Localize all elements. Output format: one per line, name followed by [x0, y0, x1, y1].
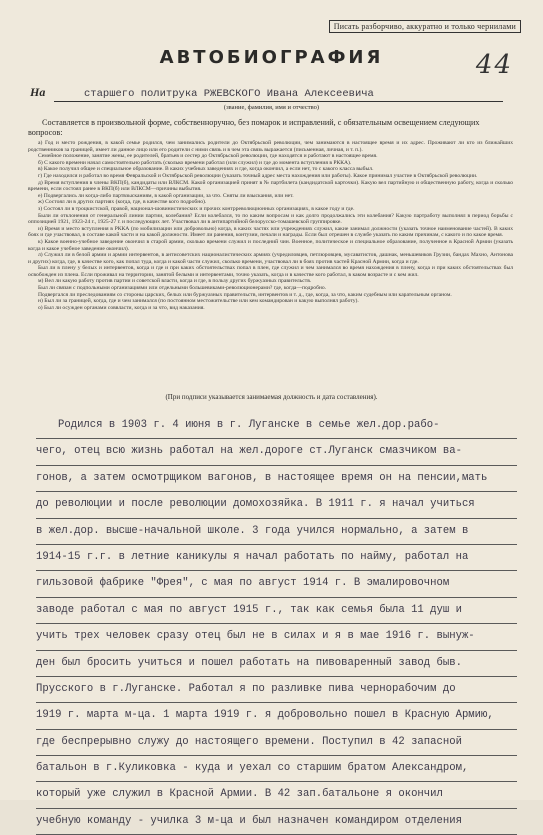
- instructions-intro: Составляется в произвольной форме, собственноручно, без помарок и исправлений, с обязательным освещением следующих вопросов:: [28, 118, 480, 137]
- question-item: Был ли связан с подпольными организациями или отдельными большевиками-революционерами? где, когда—подробно.: [38, 285, 327, 292]
- signature-note: (При подписи указывается занимаемая должность и дата составления).: [165, 393, 378, 401]
- question-item: н) Был ли за границей, когда, где и чем занимался (по постоянном местожительстве или кем командирован и какую выполнял работу).: [38, 298, 359, 305]
- typed-line: батальон в г.Куликовка - куда и уехал со старшим братом Александром,: [36, 756, 517, 782]
- typed-line: Прусского в г.Луганске. Работал я по разливке пива чернорабочим до: [36, 677, 517, 703]
- question-item: е) Подвергались ли когда-либо партвзысканиям, в какой организации, за что. Сняты ли взыскания, или нет.: [38, 192, 294, 199]
- instruction-box: Писать разборчиво, аккуратно и только чернилами: [329, 20, 521, 33]
- typed-line: в жел.дор. высше-начальной школе. 3 года учился нормально, а затем в: [36, 519, 517, 545]
- typed-line: чего, отец всю жизнь работал на жел.дороге ст.Луганск смазчиком ва-: [36, 439, 517, 465]
- typed-line: до революции и после революции домохозяйка. В 1911 г. я начал учиться: [36, 492, 517, 518]
- question-item: Был ли в плену у белых и интервентов, когда и где и при каких обстоятельствах попал в плен, где служил и чем занимался во время нахождения в плену, когда и при каких обстоятельствах был освобожден из плена. Если проживал на территории, занятой белыми и интервентами, точно указать, когда и в качестве кого работал, в каком возрасте и с кем жил.: [28, 265, 513, 278]
- typed-line: учебную команду - училка 3 м-ца и был назначен командиром отделения: [36, 809, 517, 835]
- subject-line: [30, 82, 503, 102]
- subject-name-field: старшего политрука РЖЕВСКОГО Ивана Алексеевича: [54, 88, 503, 102]
- question-item: д) Время вступления в члены ВКП(б), кандидаты или ВЛКСМ. Какой организацией принят в № партбилета (кандидатской карточки). Какую вел партийную и общественную работу, когда и сколько времени, если состоял ранее в ВКП(б) или ВЛКСМ—причины выбытия.: [28, 179, 513, 193]
- question-item: з) Состоял ли в троцкистской, правой, национал-шовинистических и прочих контрреволюционных организациях, в какое году и где.: [38, 205, 355, 212]
- page-title: АВТОБИОГРАФИЯ: [159, 47, 384, 68]
- question-item: в) Какое получил общее и специальное образование. В каких учебных заведениях и где, когда окончил, а если нет, то с какого класса выбыл.: [38, 166, 374, 173]
- typed-line: 1914-15 г.г. в летние каникулы я начал работать по найму, работал на: [36, 545, 517, 571]
- typed-line: где беспрерывно служу до настоящего времени. Поступил в 42 запасной: [36, 730, 517, 756]
- question-item: б) С какого времени начал самостоятельно работать (сколько времени работал (или служил) и где до момента вступления в РККА).: [38, 159, 352, 166]
- question-item: Семейное положение, занятие жены, ее родителей, братьев и сестер до Октябрьской революции, где находятся и работают в настоящее время.: [38, 153, 378, 160]
- question-item: г) Где находился и работал во время Февральской и Октябрьской революции (указать точный адрес места нахождения или работы). Какое принимал участие в Октябрьской революции.: [38, 172, 478, 179]
- question-item: а) Год и место рождения, в какой семье родился, чем занимались родители до Октябрьской революции, чем занимаются в настоящее время и их адрес. Проживают ли кто из ближайших родственников за границей, имеет ли данное лицо или его родители с ними связь и в чем эта связь выражается (письменная, личная, и т. п.).: [28, 140, 513, 153]
- typed-line: Родился в 1903 г. 4 июня в г. Луганске в семье жел.дор.рабо-: [36, 413, 517, 439]
- subject-prefix: На: [30, 85, 46, 99]
- typed-line: заводе работал с мая по август 1915 г., так как семья была 11 душ и: [36, 598, 517, 624]
- question-item: Подвергался ли преследованиям со стороны царских, белых или буржуазных правительств, интервентов и т. д., где, когда, за что, каким судебным или карательным органом.: [38, 291, 452, 298]
- typed-line: гонов, а затем осмотрщиком вагонов, в настоящее время он на пенсии,мать: [36, 466, 517, 492]
- question-item: м) Вел ли какую работу против партии и советской власти, когда и где, в пользу других буржуазных правительств.: [38, 278, 312, 285]
- question-item: ж) Состоял ли в других партиях (когда, где, в качестве кого подробно).: [38, 199, 207, 206]
- question-item: Были ли отклонения от генеральной линии партии, колебания? Если колебался, то по каким вопросам и как долго продолжались эти колебания? Какую партработу выполнял в период борьбы с оппозицией 1921, 1923-24 г., 1925-27 г. и последующих лет. Участвовал ли в антипартийной белорусско-томашевской группировке.: [28, 212, 513, 226]
- subject-hint: (звание, фамилия, имя и отчество): [223, 104, 320, 111]
- typed-line: гильзовой фабрике "Фрея", с мая по август 1914 г. В эмалировочном: [36, 571, 517, 597]
- typed-line: учить трех человек сразу отец был не в силах и я в мае 1916 г. вынуж-: [36, 624, 517, 650]
- typed-autobiography: [36, 413, 517, 835]
- question-item: л) Служил ли в белой армии и армии интервентов, в антисоветских националистических армиях (учредиловцев, петлюровцев, мусаватистов, дашнак, меньшевиков Грузии, бандах Махно, Антонова и других) когда, где, в качестве кого, как попал туда, когда и какой части служил, сколько времени, участвовал ли в боях против частей Красной Армии, когда и где.: [28, 252, 513, 265]
- question-item: о) Был ли осужден органами соввласти, когда и за что, вид наказания.: [38, 304, 205, 311]
- question-item: и) Время и место вступления в РККА (по мобилизации или добровольно) когда, в каких частях или учреждениях служил, какие занимал должности (указать точное наименование частей). В каких боях и где участвовал, в составе какой части и на какой должности. Имеет ли ранения, контузии, печали и награды. Если был отрешен в службе указать по каким причинам, с какого и по какое время.: [28, 225, 513, 239]
- typed-line: ден был бросить учиться и пошел работать на пивоваренный завод быв.: [36, 651, 517, 677]
- question-item: к) Какое военно-учебное заведение окончил в старой армии, сколько времени служил и последний чин. Военное, политическое и специальное образование, полученное в Красной Армии (указать когда и какое учебное заведение окончил).: [28, 238, 513, 252]
- sheet-number: 44: [475, 50, 513, 80]
- typed-line: который уже служил в Красной Армии. В 42 зап.батальоне я окончил: [36, 782, 517, 808]
- typed-line: 1919 г. марта м-ца. 1 марта 1919 г. я добровольно пошел в Красную Армию,: [36, 703, 517, 729]
- questions-list: [28, 140, 513, 311]
